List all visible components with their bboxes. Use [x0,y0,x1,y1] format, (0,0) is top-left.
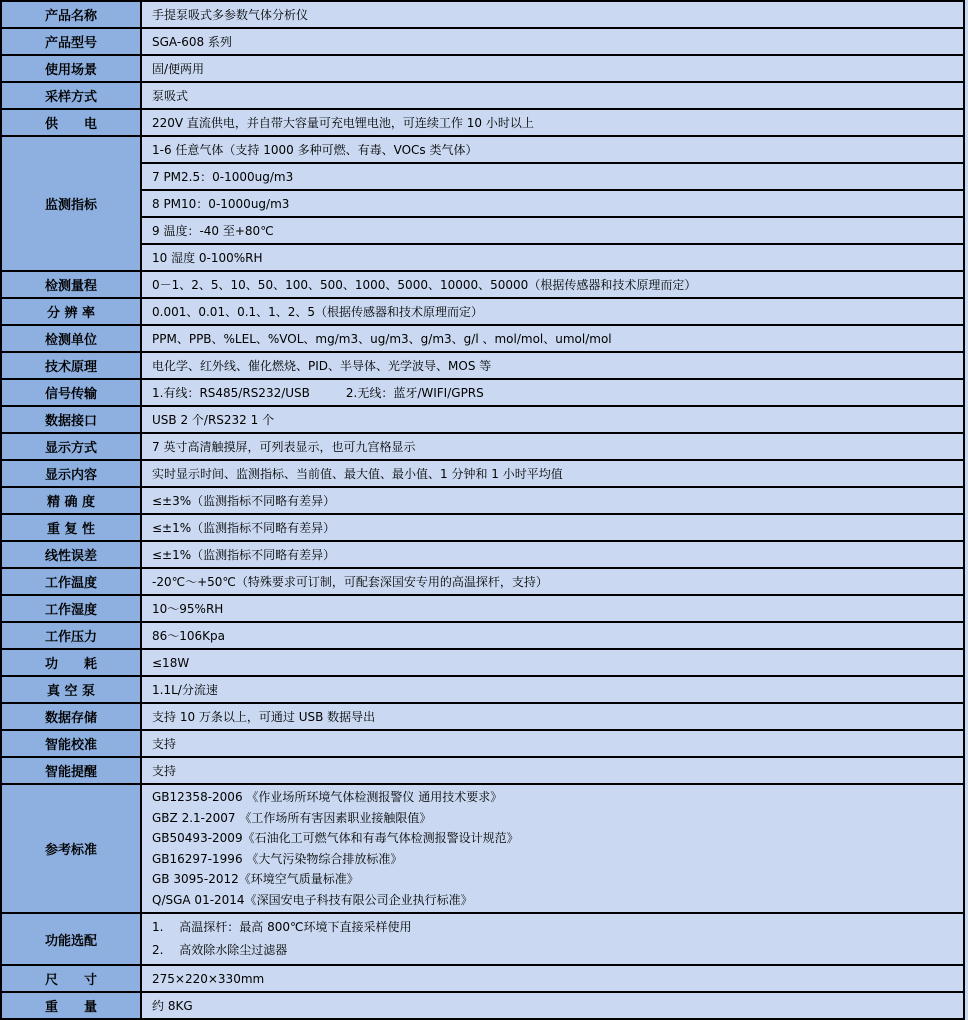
table-row [1,703,964,730]
spec-value-line: 2. 高效除水除尘过滤器 [152,943,288,957]
table-row [1,28,964,55]
spec-value-line: GBZ 2.1-2007 《工作场所有害因素职业接触限值》 [152,810,432,825]
spec-label: 智能校准 [1,730,141,757]
spec-label: 显示内容 [1,460,141,487]
spec-label: 检测量程 [1,271,141,298]
table-row [1,325,964,352]
table-row [1,217,964,244]
table-row [1,82,964,109]
spec-value-line: GB12358-2006 《作业场所环境气体检测报警仪 通用技术要求》 [152,790,503,804]
spec-value: 0.001、0.01、0.1、1、2、5（根据传感器和技术原理而定） [141,298,964,325]
spec-value: 1.1L/分流速 [141,676,964,703]
spec-value: 7 PM2.5：0-1000ug/m3 [141,163,964,190]
spec-label: 重 复 性 [1,514,141,541]
spec-value: ≤18W [141,649,964,676]
table-row [1,757,964,784]
spec-value-line: GB16297-1996 《大气污染物综合排放标准》 [152,851,403,866]
spec-label: 工作湿度 [1,595,141,622]
spec-value-line: 1. 高温探杆：最高 800℃环境下直接采样使用 [152,920,412,934]
spec-table-body [1,1,964,1019]
table-row [1,487,964,514]
spec-label: 显示方式 [1,433,141,460]
spec-value [141,913,964,965]
table-row [1,433,964,460]
spec-label: 功 耗 [1,649,141,676]
table-row [1,541,964,568]
table-row [1,913,964,965]
table-row [1,136,964,163]
spec-value: 支持 [141,757,964,784]
spec-label: 技术原理 [1,352,141,379]
spec-label: 监测指标 [1,136,141,271]
table-row [1,1,964,28]
spec-value: 约 8KG [141,992,964,1019]
spec-value-line: Q/SGA 01-2014《深国安电子科技有限公司企业执行标准》 [152,892,473,907]
spec-value: 220V 直流供电，并自带大容量可充电锂电池，可连续工作 10 小时以上 [141,109,964,136]
spec-value: 支持 10 万条以上，可通过 USB 数据导出 [141,703,964,730]
spec-label: 工作温度 [1,568,141,595]
spec-label: 检测单位 [1,325,141,352]
spec-value: 10～95%RH [141,595,964,622]
spec-value: -20℃～+50℃（特殊要求可订制，可配套深国安专用的高温探杆，支持） [141,568,964,595]
spec-value-line: GB 3095-2012《环境空气质量标准》 [152,872,359,886]
spec-value: PPM、PPB、%LEL、%VOL、mg/m3、ug/m3、g/m3、g/l 、mol/mol、umol/mol [141,325,964,352]
spec-value: 8 PM10：0-1000ug/m3 [141,190,964,217]
spec-label: 智能提醒 [1,757,141,784]
spec-value: 固/便两用 [141,55,964,82]
spec-value: 支持 [141,730,964,757]
spec-value: 手提泵吸式多参数气体分析仪 [141,1,964,28]
spec-value: ≤±1%（监测指标不同略有差异） [141,514,964,541]
table-row [1,244,964,271]
spec-label: 线性误差 [1,541,141,568]
table-row [1,514,964,541]
spec-value: 泵吸式 [141,82,964,109]
table-row [1,595,964,622]
spec-label: 供 电 [1,109,141,136]
spec-label: 产品名称 [1,1,141,28]
spec-value: 实时显示时间、监测指标、当前值、最大值、最小值、1 分钟和 1 小时平均值 [141,460,964,487]
spec-value [141,784,964,913]
spec-value: 9 温度：-40 至+80℃ [141,217,964,244]
table-row [1,784,964,913]
spec-value: 电化学、红外线、催化燃烧、PID、半导体、光学波导、MOS 等 [141,352,964,379]
table-row [1,109,964,136]
spec-label: 参考标准 [1,784,141,913]
table-row [1,406,964,433]
spec-label: 信号传输 [1,379,141,406]
table-row [1,676,964,703]
spec-value: 7 英寸高清触摸屏，可列表显示，也可九宫格显示 [141,433,964,460]
table-row [1,379,964,406]
spec-label: 数据存储 [1,703,141,730]
table-row [1,55,964,82]
spec-value: 0－1、2、5、10、50、100、500、1000、5000、10000、50000（根据传感器和技术原理而定） [141,271,964,298]
spec-label: 尺 寸 [1,965,141,992]
table-row [1,992,964,1019]
table-row [1,649,964,676]
spec-label: 产品型号 [1,28,141,55]
spec-label: 采样方式 [1,82,141,109]
table-row [1,965,964,992]
spec-value: 1-6 任意气体（支持 1000 多种可燃、有毒、VOCs 类气体） [141,136,964,163]
table-row [1,352,964,379]
table-row [1,271,964,298]
spec-value: 275×220×330mm [141,965,964,992]
spec-value: ≤±1%（监测指标不同略有差异） [141,541,964,568]
table-row [1,460,964,487]
spec-value: 86～106Kpa [141,622,964,649]
table-row [1,730,964,757]
table-row [1,568,964,595]
spec-value: SGA-608 系列 [141,28,964,55]
spec-value: ≤±3%（监测指标不同略有差异） [141,487,964,514]
table-row [1,190,964,217]
spec-label: 数据接口 [1,406,141,433]
table-row [1,298,964,325]
spec-value-line: GB50493-2009《石油化工可燃气体和有毒气体检测报警设计规范》 [152,831,519,845]
table-row [1,622,964,649]
spec-label: 分 辨 率 [1,298,141,325]
spec-value: 10 湿度 0-100%RH [141,244,964,271]
spec-value: USB 2 个/RS232 1 个 [141,406,964,433]
spec-label: 功能选配 [1,913,141,965]
table-row [1,163,964,190]
spec-value: 1.有线：RS485/RS232/USB 2.无线：蓝牙/WIFI/GPRS [141,379,964,406]
spec-label: 真 空 泵 [1,676,141,703]
spec-label: 工作压力 [1,622,141,649]
spec-label: 重 量 [1,992,141,1019]
spec-label: 使用场景 [1,55,141,82]
spec-label: 精 确 度 [1,487,141,514]
